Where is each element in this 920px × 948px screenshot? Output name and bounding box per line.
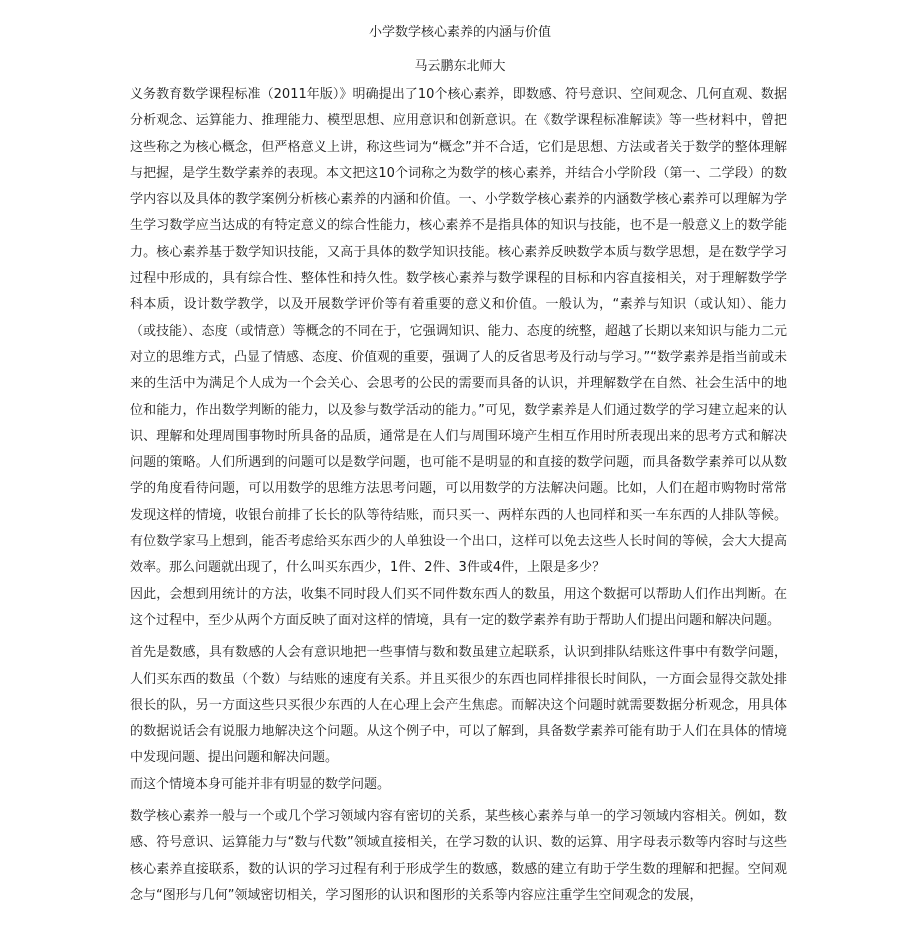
document-body <box>130 82 787 909</box>
paragraph: 首先是数感，具有数感的人会有意识地把一些事情与数和数虽建立起联系，认识到排队结账这件事中有数学问题，人们买东西的数虽（个数）与结账的速度有关系。并且买很少的东西也同样排很长时间队，一方面会显得交款处排很长的队，另一方面这些只买很少东西的人在心理上会产生焦虑。而解决这个问题时就需要数据分析观念，用具体的数据说话会有说服力地解决这个问题。从这个例子中，可以了解到，具备数学素养可能有助于人们在具体的情境中发现问题、提出问题和解决问题。 <box>130 645 787 766</box>
document-author: 马云鹏东北师大 <box>414 59 506 74</box>
document-title: 小学数学核心素养的内涵与价值 <box>368 25 551 40</box>
paragraph: 数学核心素养一般与一个或几个学习领域内容有密切的关系，某些核心素养与单一的学习领域内容相关。例如，数感、符号意识、运算能力与“数与代数”领域直接相关，在学习数的认识、数的运算、用字母表示数等内容时与这些核心素养直接联系，数的认识的学习过程有利于形成学生的数感，数感的建立有助于学生数的理解和把握。空间观念与“图形与几何”领域密切相关，学习图形的认识和图形的关系等内容应注重学生空间观念的发展， <box>130 809 787 903</box>
paragraph: 而这个情境本身可能并非有明显的数学问题。 <box>130 776 391 792</box>
paragraph: 义务教育数学课程标准（2011年版）》明确提出了10个核心素养，即数感、符号意识、空间观念、几何直观、数据分析观念、运算能力、推理能力、模型思想、应用意识和创新意识。在《数学课程标准解读》等一些材料中，曾把这些称之为核心概念，但严格意义上讲，称这些词为“概念”并不合适，它们是思想、方法或者关于数学的整体理解与把握，是学生数学素养的表现。本文把这10个词称之为数学的核心素养，并结合小学阶段（第一、二学段）的数学内容以及具体的教学案例分析核心素养的内涵和价值。一、小学数学核心素养的内涵数学核心素养可以理解为学生学习数学应当达成的有特定意义的综合性能力，核心素养不是指具体的知识与技能，也不是一般意义上的数学能力。核心素养基于数学知识技能，又高于具体的数学知识技能。核心素养反映数学本质与数学思想，是在数学学习过程中形成的，具有综合性、整体性和持久性。数学核心素养与数学课程的目标和内容直接相关，对于理解数学学科本质，设计数学教学，以及开展数学评价等有着重要的意义和价值。一般认为，“素养与知识（或认知）、能力（或技能）、态度（或情意）等概念的不同在于，它强调知识、能力、态度的统整，超越了长期以来知识与能力二元对立的思维方式，凸显了情感、态度、价值观的重要，强调了人的反省思考及行动与学习。”“数学素养是指当前或未来的生活中为满足个人成为一个会关心、会思考的公民的需要而具备的认识，并理解数学在自然、社会生活中的地位和能力，作出数学判断的能力，以及参与数学活动的能力。”可见，数学素养是人们通过数学的学习建立起来的认识、理解和处理周围事物时所具备的品质，通常是在人们与周围环境产生相互作用时所表现出来的思考方式和解决问题的策略。人们所遇到的问题可以是数学问题，也可能不是明显的和直接的数学问题，而具备数学素养可以从数学的角度看待问题，可以用数学的思维方法思考问题，可以用数学的方法解决问题。比如，人们在超市购物时常常发现这样的情境，收银台前排了长长的队等待结账，而只买一、两样东西的人也同样和买一车东西的人排队等候。有位数学家马上想到，能否考虑给买东西少的人单独设一个出口，这样可以免去这些人长时间的等候，会大大提高效率。那么问题就出现了，什么叫买东西少，1件、2件、3件或4件，上限是多少？ <box>130 87 787 576</box>
paragraph: 因此，会想到用统计的方法，收集不同时段人们买不同件数东西人的数虽，用这个数据可以帮助人们作出判断。在这个过程中，至少从两个方面反映了面对这样的情境，具有一定的数学素养有助于帮助人们提出问题和解决问题。 <box>130 586 787 628</box>
